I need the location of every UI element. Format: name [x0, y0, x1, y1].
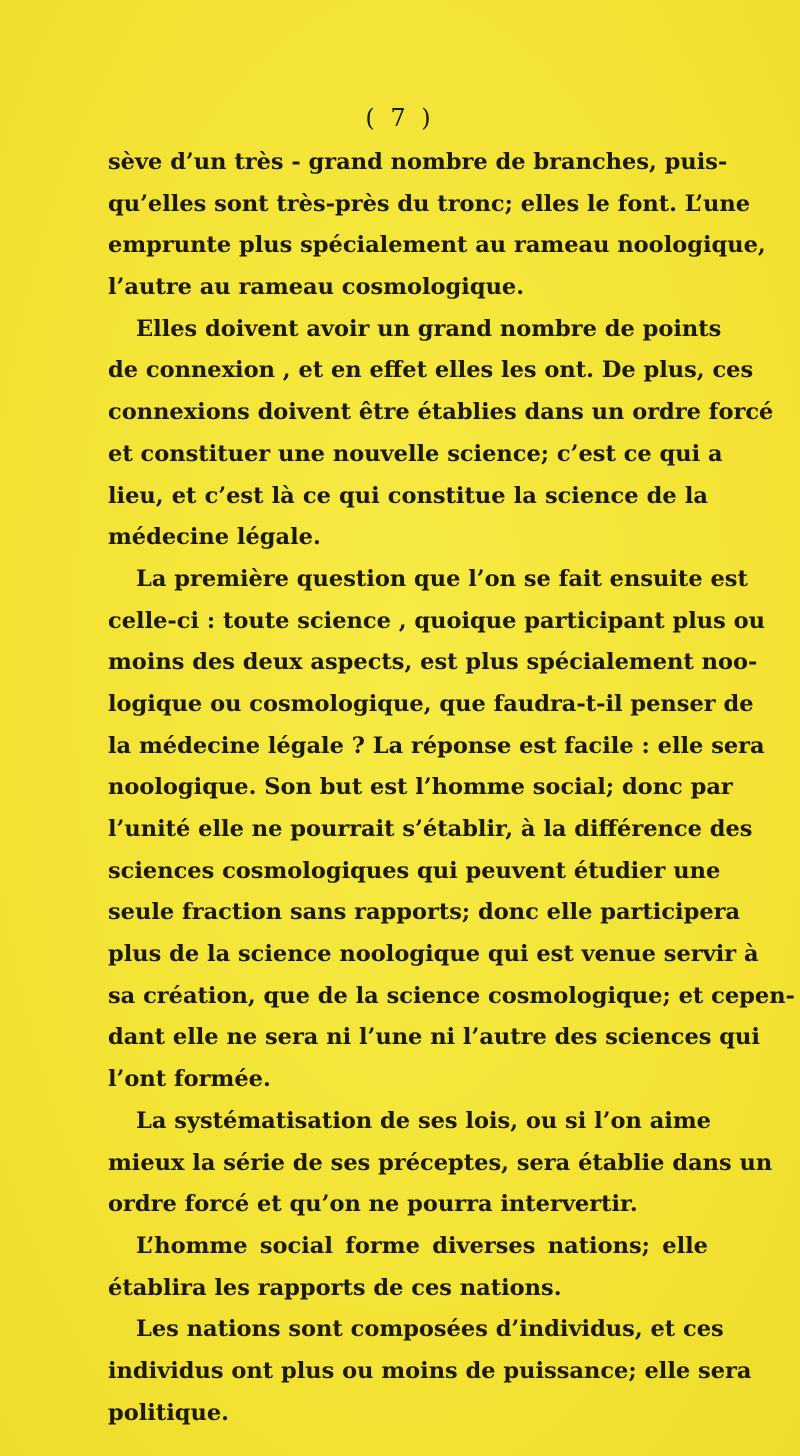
text-line: emprunte plus spécialement au rameau noologique, [108, 232, 766, 259]
text-line: et constituer une nouvelle science; c’est ce qui a [108, 440, 723, 467]
text-line: La première question que l’on se fait ensuite est [136, 565, 748, 592]
text-line: l’autre au rameau cosmologique. [108, 274, 525, 301]
text-line: l’unité elle ne pourrait s’établir, à la différence des [108, 816, 753, 842]
text-line: ordre forcé et qu’on ne pourra intervertir. [108, 1191, 638, 1218]
text-line: sa création, que de la science cosmologique; et cepen- [108, 982, 795, 1009]
text-line: établira les rapports de ces nations. [108, 1274, 562, 1301]
text-line: L’homme social forme diverses nations; elle [136, 1232, 708, 1259]
text-line: individus ont plus ou moins de puissance; elle sera [108, 1357, 752, 1384]
text-line: politique. [108, 1399, 230, 1426]
text-line: mieux la série de ses préceptes, sera établie dans un [108, 1149, 773, 1176]
text-line: noologique. Son but est l’homme social; donc par [108, 774, 733, 801]
text-line: la médecine légale ? La réponse est facile : elle sera [108, 732, 765, 759]
text-line: plus de la science noologique qui est venue servir à [108, 941, 759, 968]
text-line: Elles doivent avoir un grand nombre de points [136, 315, 722, 342]
text-line: qu’elles sont très-près du tronc; elles le font. L’une [108, 190, 751, 217]
text-line: celle-ci : toute science , quoique participant plus ou [108, 607, 766, 634]
page-number: ( 7 ) [365, 104, 435, 132]
text-line: sciences cosmologiques qui peuvent étudier une [108, 857, 721, 884]
text-line: l’ont formée. [108, 1066, 271, 1093]
body-text [108, 142, 795, 1434]
text-line: lieu, et c’est là ce qui constitue la science de la [108, 482, 708, 509]
text-line: Les nations sont composées d’individus, et ces [136, 1316, 724, 1343]
text-line: La systématisation de ses lois, ou si l’on aime [136, 1107, 711, 1134]
text-line: dant elle ne sera ni l’une ni l’autre des sciences qui [108, 1024, 760, 1051]
text-line: seule fraction sans rapports; donc elle participera [108, 899, 741, 926]
text-line: médecine légale. [108, 524, 321, 551]
text-line: sève d’un très - grand nombre de branches, puis- [108, 149, 728, 175]
text-line: connexions doivent être établies dans un ordre forcé [108, 399, 774, 426]
text-line: de connexion , et en effet elles les ont. De plus, ces [108, 357, 754, 384]
text-line: moins des deux aspects, est plus spécialement noo- [108, 649, 758, 676]
text-line: logique ou cosmologique, que faudra-t-il penser de [108, 690, 754, 717]
